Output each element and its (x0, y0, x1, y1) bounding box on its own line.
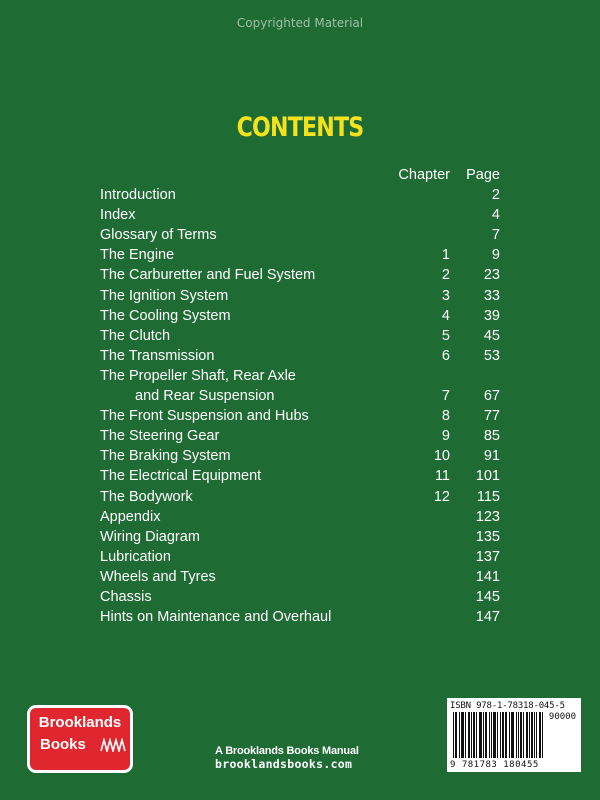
isbn-text: ISBN 978-1-78318-045-5 (450, 701, 565, 711)
toc-entry-page: 141 (475, 568, 500, 585)
toc-entry-page: 7 (491, 227, 500, 244)
toc-entry-title: The Propeller Shaft, Rear Axle (100, 367, 296, 384)
toc-entry-chapter: 12 (433, 488, 450, 505)
toc-entry (100, 366, 500, 386)
logo-line1: Brooklands (38, 714, 122, 731)
toc-entry-page: 45 (483, 327, 500, 344)
toc-entry-title: The Cooling System (100, 307, 231, 324)
toc-entry (100, 607, 500, 627)
toc-header (100, 165, 500, 185)
toc-entry-page: 77 (483, 408, 500, 425)
toc-entry-chapter: 1 (441, 247, 450, 264)
toc-entry-page: 137 (475, 548, 500, 565)
toc-entry-chapter (395, 205, 450, 225)
toc-entry-chapter (395, 587, 450, 607)
toc-entry-page: 123 (475, 508, 500, 525)
toc-entry-page: 147 (475, 609, 500, 626)
toc-entry-title: The Transmission (100, 347, 215, 364)
toc-entry-title: Lubrication (100, 548, 171, 565)
toc-entry-page: 135 (475, 528, 500, 545)
brooklands-stripes-icon (100, 738, 126, 752)
toc-entry (100, 567, 500, 587)
toc-entry-page: 85 (483, 428, 500, 445)
toc-entry-chapter: 4 (441, 307, 450, 324)
toc-entry (100, 527, 500, 547)
toc-entry (100, 306, 500, 326)
toc-entry-title: The Steering Gear (100, 428, 220, 445)
toc-entry-title: Appendix (100, 508, 161, 525)
toc-entry-title: The Clutch (100, 327, 171, 344)
toc-entry-title: Glossary of Terms (100, 227, 217, 244)
toc-entry (100, 346, 500, 366)
toc-entry (100, 446, 500, 466)
toc-entry-chapter: 9 (441, 428, 450, 445)
toc-entry (100, 205, 500, 225)
brooklands-books-logo (27, 705, 133, 773)
toc-entry-title: The Front Suspension and Hubs (100, 408, 309, 425)
barcode (447, 698, 581, 772)
toc-entry-page: 145 (475, 588, 500, 605)
toc-entry-page: 23 (483, 267, 500, 284)
page-column-header: Page (466, 167, 500, 183)
toc-entry-page: 91 (483, 448, 500, 465)
toc-entry-chapter (395, 527, 450, 547)
toc-entry-title: Wiring Diagram (100, 528, 200, 545)
toc-entry-chapter (395, 366, 450, 386)
toc-entry (100, 426, 500, 446)
toc-entry-chapter (395, 507, 450, 527)
toc-entry-title: The Electrical Equipment (100, 468, 262, 485)
toc-entry-chapter: 2 (441, 267, 450, 284)
toc-entry-page: 2 (491, 187, 500, 204)
toc-entry-title: Introduction (100, 187, 176, 204)
toc-entry (100, 587, 500, 607)
page-title: CONTENTS (236, 112, 364, 143)
publisher-block (215, 745, 373, 771)
barcode-bars (453, 712, 545, 760)
toc-entry-title: Hints on Maintenance and Overhaul (100, 609, 332, 626)
toc-entry-page: 4 (491, 207, 500, 224)
toc-entry (100, 487, 500, 507)
publisher-line1: A Brooklands Books Manual (215, 745, 359, 757)
toc-entry (100, 286, 500, 306)
toc-entry-page: 101 (475, 468, 500, 485)
logo-line2: Books (40, 736, 86, 753)
toc-entry-chapter (395, 225, 450, 245)
toc-entry (100, 466, 500, 486)
toc-entry-page: 39 (483, 307, 500, 324)
toc-entry-title: The Carburetter and Fuel System (100, 267, 316, 284)
toc-entry-chapter (395, 607, 450, 627)
toc-entry-chapter: 8 (441, 408, 450, 425)
table-of-contents (100, 165, 500, 627)
toc-entry (100, 406, 500, 426)
toc-entry-chapter: 6 (441, 347, 450, 364)
toc-entry-title: Index (100, 207, 136, 224)
toc-entry-chapter (395, 547, 450, 567)
toc-entry-chapter: 5 (441, 327, 450, 344)
ean-number: 9 781783 180455 (450, 760, 539, 770)
toc-entry-page: 115 (476, 488, 500, 505)
toc-entry (100, 185, 500, 205)
toc-header-spacer (100, 165, 395, 185)
toc-entry (100, 265, 500, 285)
toc-entry-title: The Bodywork (100, 488, 193, 505)
toc-entry-title: and Rear Suspension (135, 388, 275, 405)
chapter-column-header: Chapter (398, 167, 450, 183)
toc-entry-page: 9 (491, 247, 500, 264)
price-code: 90000 (548, 712, 576, 722)
toc-entry-title: Chassis (100, 588, 152, 605)
toc-entry (100, 386, 500, 406)
toc-rows (100, 185, 500, 627)
toc-entry-title: The Braking System (100, 448, 231, 465)
toc-entry (100, 507, 500, 527)
toc-entry (100, 245, 500, 265)
toc-entry-chapter: 3 (441, 287, 450, 304)
toc-entry-chapter: 11 (434, 468, 450, 485)
toc-entry-title: The Engine (100, 247, 175, 264)
toc-entry-chapter: 10 (433, 448, 450, 465)
toc-entry-page: 53 (483, 347, 500, 364)
toc-entry (100, 547, 500, 567)
toc-entry-chapter: 7 (441, 388, 450, 405)
publisher-website: brooklandsbooks.com (215, 757, 353, 771)
toc-entry-title: Wheels and Tyres (100, 568, 216, 585)
watermark-text: Copyrighted Material (236, 16, 364, 30)
toc-entry (100, 225, 500, 245)
toc-entry-chapter (395, 567, 450, 587)
toc-entry-title: The Ignition System (100, 287, 229, 304)
toc-entry-chapter (395, 185, 450, 205)
toc-entry-page (450, 366, 500, 386)
toc-entry-page: 67 (483, 388, 500, 405)
toc-entry-page: 33 (483, 287, 500, 304)
toc-entry (100, 326, 500, 346)
